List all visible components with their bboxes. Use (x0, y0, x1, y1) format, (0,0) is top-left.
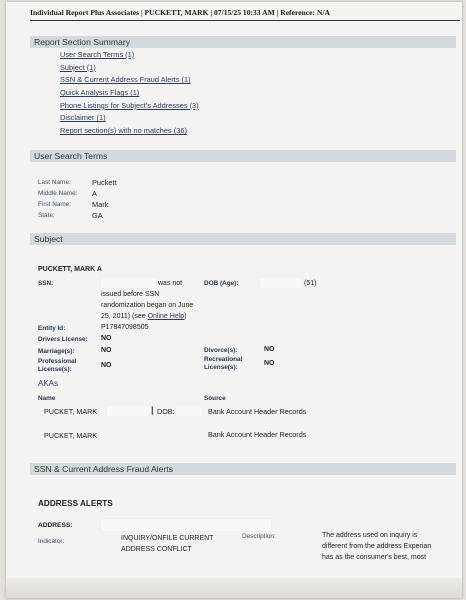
aka-row-1-source: Bank Account Header Records (208, 407, 307, 416)
dob-label: DOB (Age): (204, 280, 239, 287)
ssn-note-4-prefix: 25, 2011) (see (101, 313, 146, 320)
aka-row-2-source: Bank Account Header Records (208, 430, 307, 439)
recreational-license-value: NO (264, 360, 275, 367)
report-header: Individual Report Plus Associates | PUCKETT, MARK | 07/15/25 10:33 AM | Reference: N/A (30, 8, 460, 21)
ssn-label: SSN: (38, 280, 54, 287)
professional-license-value: NO (101, 362, 112, 369)
ssn-note-2: issued before SSN (101, 291, 160, 298)
indicator-line-2: ADDRESS CONFLICT (121, 546, 192, 553)
aka-row-1-redacted (107, 406, 151, 416)
last-name-value: Puckett (92, 178, 117, 187)
entity-id-value: P17847098505 (101, 324, 149, 331)
professional-license-label-1: Professional (38, 358, 77, 365)
divorces-label: Divorce(s): (204, 347, 238, 354)
aka-row-1-name: PUCKET, MARK (44, 407, 98, 416)
marriages-label: Marriage(s): (38, 348, 75, 355)
last-name-label: Last Name: (38, 179, 71, 186)
middle-name-label: Middle Name: (38, 190, 78, 197)
summary-link-list (60, 49, 199, 138)
akas-heading: AKAs (38, 379, 59, 388)
ssn-note-4 (101, 313, 187, 320)
link-quick-analysis-flags[interactable]: Quick Analysis Flags (1) (60, 88, 140, 98)
indicator-line-1: INQUIRY/ONFILE CURRENT (121, 535, 214, 542)
description-line-1: The address used on inquiry is (322, 532, 418, 539)
drivers-license-label: Drivers License: (38, 336, 88, 343)
state-label: State: (38, 212, 55, 219)
middle-name-value: A (92, 189, 97, 198)
link-disclaimer[interactable]: Disclaimer (1) (60, 113, 106, 123)
recreational-license-label-1: Recreational (204, 356, 243, 363)
section-fraud-alerts-header: SSN & Current Address Fraud Alerts (30, 463, 456, 475)
link-user-search-terms[interactable]: User Search Terms (1) (60, 50, 135, 59)
marriages-value: NO (101, 347, 112, 354)
akas-source-column: Source (204, 395, 226, 402)
address-alerts-title: ADDRESS ALERTS (38, 499, 113, 508)
report-page: Individual Report Plus Associates | PUCKETT, MARK | 07/15/25 10:33 AM | Reference: N/A Report Section Summary User Search Terms (1) Subject (1) SSN & Current Address Fraud Alerts (1) Quick Analysis Flags (1) Phone Listings for Subject's Addresses (3) Disclaimer (1) Report section(s) with no matches (36) User Search Terms Last Name: Puckett Middle Name: A First Name: Mark State: GA Subject PUCKETT, MARK A SSN: was not issued before SSN randomization began on June 25, 2011) (see Online Help) DOB (Age): (51) Entity Id: P17847098505 Drivers License: NO Marriage(s): NO Divorce(s): NO Professional License(s): NO Recreational License(s): NO AKAs Name Source PUCKET, MARK ▏ DOB: Bank Account Header Records PUCKET, MARK Bank Account Header Records SSN & Current Address Fraud Alerts ADDRESS ALERTS ADDRESS: Indicator: INQUIRY/ONFILE CURRENT ADDRESS CONFLICT Description: The address used on inquiry is different from the address Experian has as the consumer's best, most (6, 2, 462, 598)
description-label: Description: (242, 533, 276, 540)
subject-name: PUCKETT, MARK A (38, 266, 102, 273)
divorces-value: NO (264, 346, 275, 353)
page-bottom-edge (6, 578, 462, 598)
akas-name-column: Name (38, 395, 56, 402)
first-name-label: First Name: (38, 201, 72, 208)
ssn-redacted (101, 278, 156, 288)
dob-redacted (260, 278, 302, 288)
section-subject-header: Subject (30, 233, 456, 245)
aka-row-2-name: PUCKET, MARK (44, 431, 98, 440)
section-summary-header: Report Section Summary (30, 36, 456, 48)
description-line-2: different from the address Experian (322, 543, 432, 550)
address-label: ADDRESS: (38, 522, 73, 529)
link-phone-listings[interactable]: Phone Listings for Subject's Addresses (3) (60, 100, 199, 110)
online-help-link[interactable]: Online Help (147, 313, 185, 320)
section-search-terms-header: User Search Terms (30, 150, 456, 162)
dob-age: (51) (304, 280, 317, 287)
link-subject[interactable]: Subject (1) (60, 62, 96, 72)
professional-license-label-2: License(s): (38, 366, 72, 373)
recreational-license-label-2: License(s): (204, 364, 238, 371)
drivers-license-value: NO (101, 335, 112, 342)
ssn-note-1: was not (158, 280, 183, 287)
link-no-matches[interactable]: Report section(s) with no matches (36) (60, 126, 187, 136)
entity-id-label: Entity Id: (38, 325, 66, 332)
state-value: GA (92, 211, 103, 220)
aka-row-1-dob-redacted (176, 406, 202, 416)
aka-row-1-dob-label: DOB: (157, 407, 175, 416)
first-name-value: Mark (92, 200, 109, 209)
ssn-note-3: randomization began on June (101, 302, 194, 309)
indicator-label: Indicator: (38, 538, 65, 545)
ssn-note-4-suffix: ) (184, 313, 187, 320)
description-line-3: has as the consumer's best, most (322, 554, 427, 561)
link-fraud-alerts[interactable]: SSN & Current Address Fraud Alerts (1) (60, 75, 191, 85)
address-redacted (101, 519, 271, 531)
